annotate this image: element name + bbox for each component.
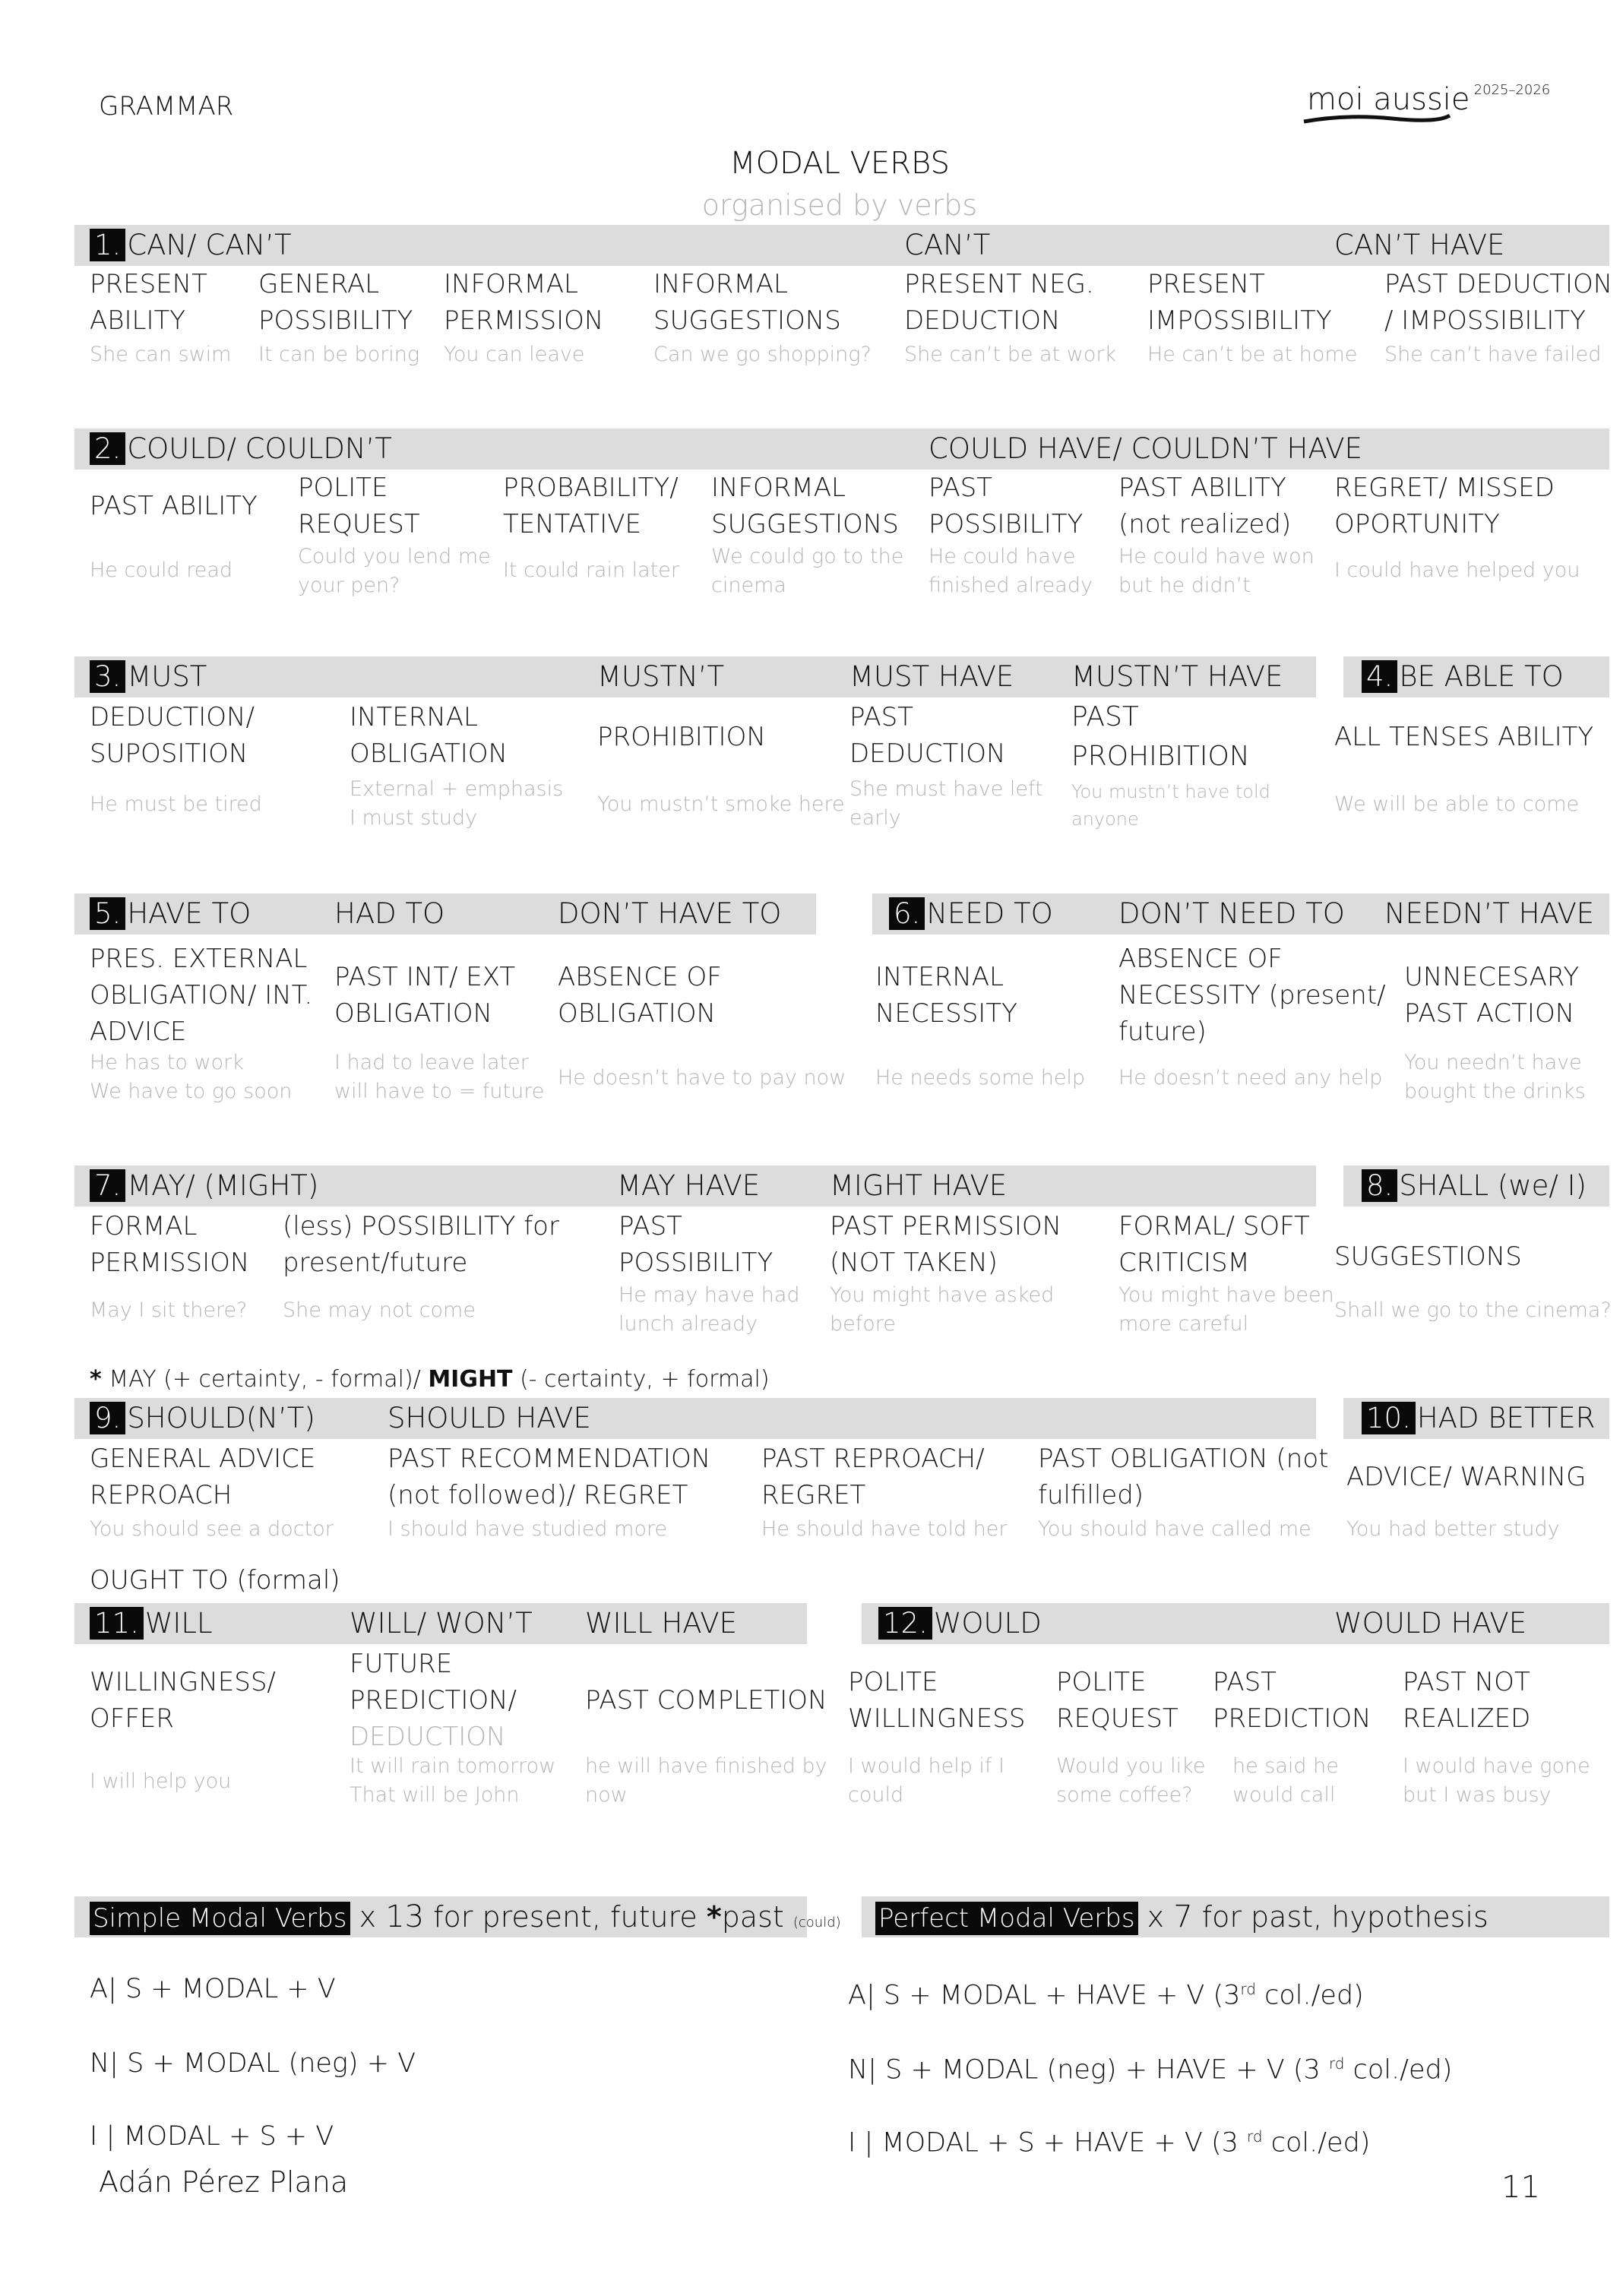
simple-negative: N| S + MODAL (neg) + V [90, 2048, 416, 2079]
section-12-heading: 12. WOULD [878, 1603, 1042, 1644]
use-label: PAST COMPLETION [585, 1685, 827, 1716]
use-label: PAST RECOMMENDATION (not followed)/ REGRET [388, 1444, 711, 1510]
use-label: PAST PROHIBITION [1071, 701, 1250, 772]
brand-name: moi aussie [1307, 82, 1470, 117]
example: You might have been more careful [1118, 1283, 1334, 1336]
use-label: GENERAL POSSIBILITY [258, 269, 413, 336]
example: You had better study [1346, 1517, 1560, 1541]
use-label: ADVICE/ WARNING [1346, 1462, 1587, 1492]
use-label: PAST DEDUCTION [849, 702, 1006, 769]
example: You might have asked before [830, 1283, 1055, 1336]
example: he will have finished by now [585, 1754, 827, 1807]
use-label: POLITE WILLINGNESS [848, 1667, 1026, 1734]
use-label: ALL TENSES ABILITY [1334, 722, 1594, 752]
section-6-heading: 6. NEED TO [889, 893, 1053, 935]
page-subtitle: organised by verbs [701, 188, 978, 222]
use-label: INTERNAL OBLIGATION [350, 702, 508, 769]
section-6-heading-3: NEEDN’T HAVE [1384, 897, 1595, 930]
use-label: PAST NOT REALIZED [1403, 1667, 1531, 1734]
example: He may have had lunch already [619, 1283, 800, 1336]
section-8-heading: 8. SHALL (we/ I) [1362, 1165, 1587, 1207]
page-title: MODAL VERBS [729, 146, 950, 181]
section-7-heading-2: MAY HAVE [617, 1169, 761, 1202]
use-label: INTERNAL NECESSITY [875, 962, 1017, 1029]
use-label: ABSENCE OF OBLIGATION [558, 962, 722, 1029]
example: It could rain later [503, 558, 680, 582]
section-1-heading-2: CAN’T [904, 229, 991, 261]
example: He needs some help [875, 1066, 1086, 1089]
use-label: PAST PERMISSION (NOT TAKEN) [830, 1211, 1062, 1278]
use-label: POLITE REQUEST [298, 473, 420, 539]
section-7-heading-3: MIGHT HAVE [830, 1169, 1008, 1202]
section-10-heading: 10. HAD BETTER [1362, 1398, 1595, 1439]
use-label: PAST POSSIBILITY [929, 473, 1084, 539]
section-7-heading: 7. MAY/ (MIGHT) [90, 1165, 318, 1207]
example: He could have finished already [929, 545, 1093, 597]
section-2-heading-2: COULD HAVE/ COULDN’T HAVE [929, 432, 1362, 465]
example: I should have studied more [388, 1517, 668, 1541]
example: She may not come [283, 1298, 476, 1322]
example: You should have called me [1038, 1517, 1311, 1541]
grammar-label: GRAMMAR [99, 91, 234, 122]
example: Would you like some coffee? [1056, 1754, 1206, 1807]
may-might-note: * MAY (+ certainty, - formal)/ MIGHT (- certainty, + formal) [90, 1366, 770, 1393]
use-label: PRESENT NEG. DEDUCTION [904, 269, 1094, 336]
simple-modal-heading: Simple Modal Verbs x 13 for present, future *past (could) [90, 1896, 841, 1943]
perfect-modal-heading: Perfect Modal Verbs x 7 for past, hypothesis [875, 1896, 1489, 1939]
example: He must be tired [90, 792, 262, 816]
example: I had to leave later will have to = future [334, 1051, 545, 1103]
use-label: INFORMAL SUGGESTIONS [653, 269, 841, 336]
ought-to-note: OUGHT TO (formal) [90, 1565, 340, 1595]
use-label: PROHIBITION [597, 722, 766, 752]
use-label: GENERAL ADVICE REPROACH [90, 1444, 316, 1510]
use-label: (less) POSSIBILITY for present/future [283, 1211, 559, 1278]
section-5-heading: 5. HAVE TO [90, 893, 251, 935]
example: You mustn’t smoke here [597, 792, 845, 816]
section-11-heading-2: WILL/ WON’T [350, 1607, 533, 1640]
use-label: PAST OBLIGATION (not fulfilled) [1038, 1444, 1329, 1510]
example: She can swim [90, 343, 232, 366]
section-3-heading: 3. MUST [90, 656, 207, 697]
example: You needn’t have bought the drinks [1404, 1051, 1586, 1103]
page-number: 11 [1501, 2170, 1540, 2205]
brand-year: 2025–2026 [1473, 82, 1551, 98]
use-label: PAST PREDICTION [1213, 1667, 1371, 1734]
use-label: ABSENCE OF NECESSITY (present/ future) [1118, 944, 1386, 1047]
simple-interrogative: I | MODAL + S + V [90, 2121, 334, 2152]
section-1-heading-3: CAN’T HAVE [1334, 229, 1505, 261]
example: You mustn’t have told anyone [1071, 781, 1270, 830]
author-name: Adán Pérez Plana [99, 2165, 349, 2199]
section-3-heading-3: MUST HAVE [849, 660, 1014, 693]
section-5-heading-2: HAD TO [334, 897, 445, 930]
use-label: WILLINGNESS/ OFFER [90, 1667, 276, 1734]
section-12-heading-2: WOULD HAVE [1334, 1607, 1527, 1640]
section-3-heading-2: MUSTN’T [597, 660, 725, 693]
example: Can we go shopping? [653, 343, 872, 366]
perfect-negative: N| S + MODAL (neg) + HAVE + V (3 $^{rd}$ col./ed) [848, 2054, 1453, 2086]
section-4-heading: 4. BE ABLE TO [1362, 656, 1564, 697]
example: Could you lend me your pen? [298, 545, 491, 597]
example: We will be able to come [1334, 792, 1580, 816]
section-2-heading: 2. COULD/ COULDN’T [90, 429, 392, 470]
brand-logo [1307, 82, 1550, 117]
use-label: PAST INT/ EXT OBLIGATION [334, 962, 516, 1029]
use-label: FORMAL PERMISSION [90, 1211, 250, 1278]
use-label: SUGGESTIONS [1334, 1241, 1522, 1272]
use-label: INFORMAL PERMISSION [444, 269, 604, 336]
example: he said he would call [1232, 1754, 1339, 1807]
use-label: POLITE REQUEST [1056, 1667, 1178, 1734]
section-5-heading-3: DON’T HAVE TO [558, 897, 782, 930]
use-label: DEDUCTION/ SUPOSITION [90, 702, 255, 769]
use-label: PROBABILITY/ TENTATIVE [503, 473, 679, 539]
section-9-heading-2: SHOULD HAVE [388, 1402, 591, 1434]
brand-underline-icon [1301, 111, 1453, 129]
example: He could read [90, 558, 233, 582]
use-label: PRESENT ABILITY [90, 269, 207, 336]
example: She can’t have failed [1384, 343, 1602, 366]
use-label: PRESENT IMPOSSIBILITY [1147, 269, 1332, 336]
use-label: FUTURE PREDICTION/ DEDUCTION [350, 1649, 517, 1752]
example: I could have helped you [1334, 558, 1580, 582]
perfect-interrogative: I | MODAL + S + HAVE + V (3 $^{rd}$ col./ed) [848, 2127, 1371, 2158]
use-label: PAST POSSIBILITY [619, 1211, 774, 1278]
use-label: UNNECESARY PAST ACTION [1404, 962, 1580, 1029]
use-label: PAST REPROACH/ REGRET [761, 1444, 985, 1510]
example: We could go to the cinema [711, 545, 904, 597]
example: She must have left early [849, 777, 1043, 830]
use-label: REGRET/ MISSED OPORTUNITY [1334, 473, 1555, 539]
example: I would help if I could [848, 1754, 1004, 1807]
use-label: INFORMAL SUGGESTIONS [711, 473, 899, 539]
example: He should have told her [761, 1517, 1008, 1541]
example: He has to work We have to go soon [90, 1051, 293, 1103]
use-label: PAST DEDUCTION / IMPOSSIBILITY [1384, 269, 1613, 336]
example: He doesn’t need any help [1118, 1066, 1383, 1089]
use-label: PRES. EXTERNAL OBLIGATION/ INT. ADVICE [90, 944, 313, 1047]
section-6-heading-2: DON’T NEED TO [1118, 897, 1345, 930]
simple-affirmative: A| S + MODAL + V [90, 1974, 336, 2004]
example: I would have gone but I was busy [1403, 1754, 1590, 1807]
example: He could have won but he didn’t [1118, 545, 1315, 597]
example: It will rain tomorrow That will be John [350, 1754, 556, 1807]
example: He doesn’t have to pay now [558, 1066, 846, 1089]
section-1-heading: 1. CAN/ CAN’T [90, 225, 292, 266]
example: You should see a doctor [90, 1517, 334, 1541]
example: It can be boring [258, 343, 420, 366]
use-label: PAST ABILITY (not realized) [1118, 473, 1292, 539]
example: He can’t be at home [1147, 343, 1358, 366]
example: Shall we go to the cinema? [1334, 1298, 1612, 1322]
section-11-heading: 11. WILL [90, 1603, 213, 1644]
example: I will help you [90, 1769, 232, 1793]
example: You can leave [444, 343, 585, 366]
section-11-heading-3: WILL HAVE [585, 1607, 737, 1640]
example: She can’t be at work [904, 343, 1117, 366]
example: External + emphasis I must study [350, 777, 564, 830]
section-3-heading-4: MUSTN’T HAVE [1071, 660, 1283, 693]
use-label: FORMAL/ SOFT CRITICISM [1118, 1211, 1310, 1278]
example: May I sit there? [90, 1298, 248, 1322]
perfect-affirmative: A| S + MODAL + HAVE + V (3rd col./ed) [848, 1980, 1364, 2011]
use-label: PAST ABILITY [90, 491, 258, 521]
section-9-heading: 9. SHOULD(N’T) [90, 1398, 315, 1439]
